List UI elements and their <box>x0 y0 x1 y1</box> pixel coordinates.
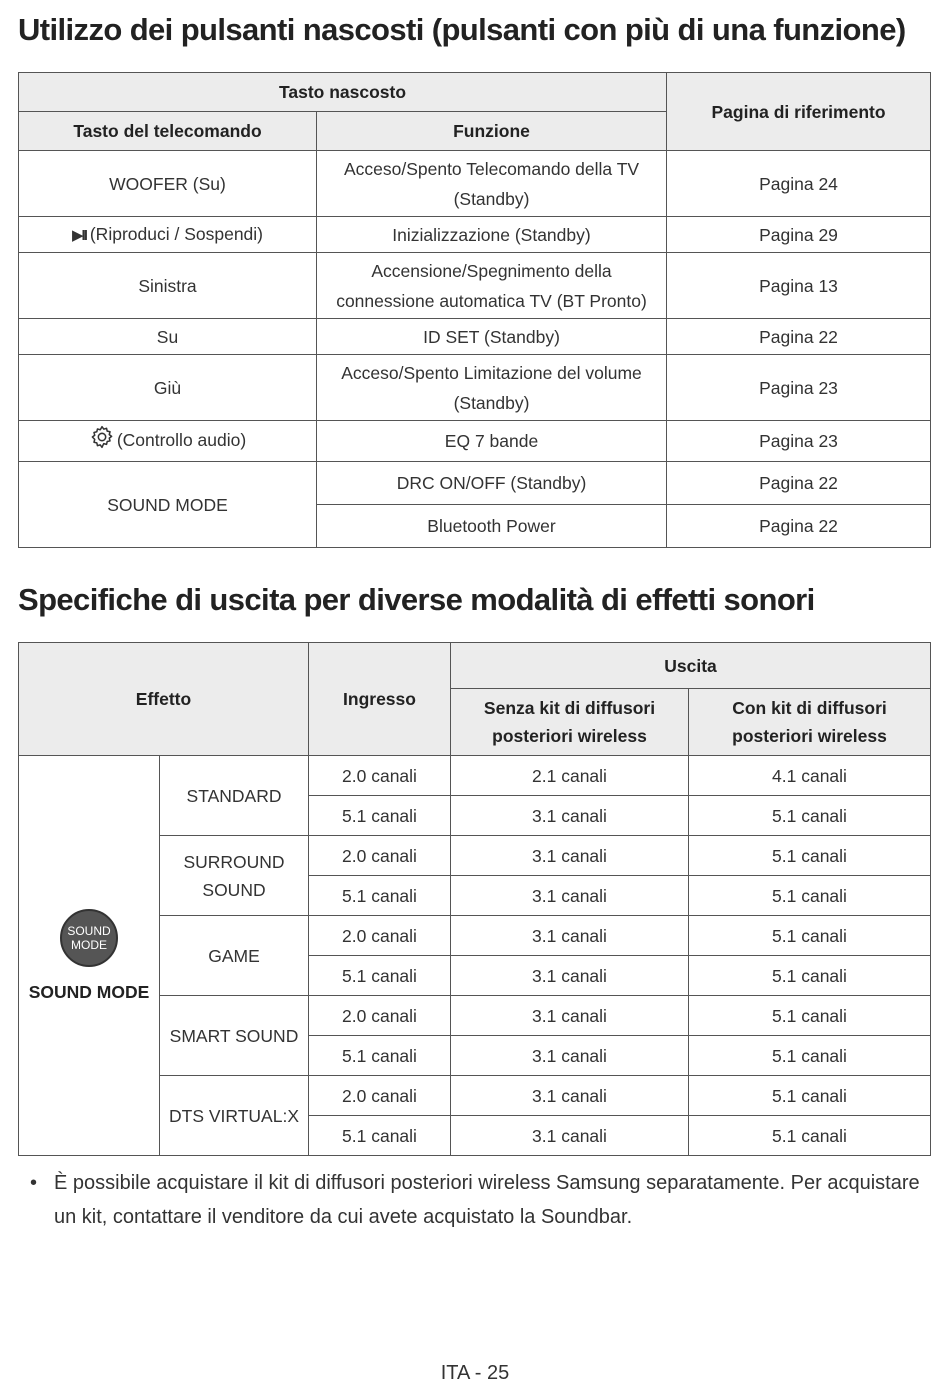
with-kit-cell: 5.1 canali <box>689 1116 931 1156</box>
table-row <box>19 756 931 796</box>
with-kit-cell: 5.1 canali <box>689 836 931 876</box>
input-cell: 5.1 canali <box>309 956 451 996</box>
with-kit-cell: 5.1 canali <box>689 876 931 916</box>
sound-mode-icon-line1: SOUND <box>67 923 111 938</box>
sound-mode-icon-line2: MODE <box>71 937 107 952</box>
without-kit-cell: 3.1 canali <box>451 1076 689 1116</box>
note <box>30 1166 920 1234</box>
page-cell: Pagina 23 <box>667 355 931 421</box>
remote-key-cell: WOOFER (Su) <box>19 151 317 217</box>
hidden-buttons-table <box>18 72 931 548</box>
play-pause-icon: ▶II <box>71 226 86 244</box>
page-cell: Pagina 13 <box>667 253 931 319</box>
remote-key-cell <box>19 421 317 462</box>
table-row <box>19 151 931 217</box>
input-cell: 2.0 canali <box>309 916 451 956</box>
bullet: • <box>30 1172 38 1194</box>
table-row <box>19 319 931 355</box>
without-kit-cell: 3.1 canali <box>451 876 689 916</box>
input-cell: 2.0 canali <box>309 996 451 1036</box>
gear-icon <box>89 424 115 459</box>
without-kit-cell: 3.1 canali <box>451 1036 689 1076</box>
without-kit-cell: 2.1 canali <box>451 756 689 796</box>
sound-mode-label: SOUND MODE <box>28 981 150 1002</box>
effect-name-cell: GAME <box>160 916 309 996</box>
output-specs-table <box>18 642 931 1156</box>
table-row <box>19 355 931 421</box>
function-cell: Acceso/Spento Limitazione del volume (Standby) <box>317 355 667 421</box>
effect-name-cell: DTS VIRTUAL:X <box>160 1076 309 1156</box>
page-cell: Pagina 23 <box>667 421 931 462</box>
effect-name-cell: STANDARD <box>160 756 309 836</box>
header-with-kit: Con kit di diffusori posteriori wireless <box>689 689 931 756</box>
with-kit-cell: 5.1 canali <box>689 916 931 956</box>
with-kit-cell: 5.1 canali <box>689 996 931 1036</box>
remote-key-cell: Sinistra <box>19 253 317 319</box>
table-row <box>19 217 931 253</box>
with-kit-cell: 5.1 canali <box>689 1076 931 1116</box>
header-function: Funzione <box>317 112 667 151</box>
input-cell: 5.1 canali <box>309 1116 451 1156</box>
input-cell: 5.1 canali <box>309 796 451 836</box>
function-cell: Accensione/Spegnimento della connessione automatica TV (BT Pronto) <box>317 253 667 319</box>
header-without-kit: Senza kit di diffusori posteriori wireless <box>451 689 689 756</box>
section-title-hidden-buttons: Utilizzo dei pulsanti nascosti (pulsanti con più di una funzione) <box>18 12 906 47</box>
remote-key-label: (Riproduci / Sospendi) <box>89 223 263 244</box>
page-number: ITA - 25 <box>440 1362 510 1384</box>
function-cell: Inizializzazione (Standby) <box>317 217 667 253</box>
input-cell: 5.1 canali <box>309 876 451 916</box>
without-kit-cell: 3.1 canali <box>451 956 689 996</box>
remote-key-label: (Controllo audio) <box>116 429 247 450</box>
function-cell: DRC ON/OFF (Standby) <box>317 462 667 505</box>
sound-mode-button-icon <box>60 909 118 967</box>
function-cell: Acceso/Spento Telecomando della TV (Standby) <box>317 151 667 217</box>
page-cell: Pagina 24 <box>667 151 931 217</box>
function-cell: ID SET (Standby) <box>317 319 667 355</box>
page-cell: Pagina 22 <box>667 505 931 548</box>
input-cell: 5.1 canali <box>309 1036 451 1076</box>
section-title-output-specs: Specifiche di uscita per diverse modalità di effetti sonori <box>18 582 815 617</box>
note-text: È possibile acquistare il kit di diffusori posteriori wireless Samsung separatamente. Per acquistare un kit, contattare il venditore da cui avete acquistato la Soundbar. <box>54 1172 920 1228</box>
header-output: Uscita <box>451 643 931 689</box>
input-cell: 2.0 canali <box>309 756 451 796</box>
function-cell: EQ 7 bande <box>317 421 667 462</box>
remote-key-cell: Giù <box>19 355 317 421</box>
with-kit-cell: 4.1 canali <box>689 756 931 796</box>
page-cell: Pagina 22 <box>667 319 931 355</box>
with-kit-cell: 5.1 canali <box>689 1036 931 1076</box>
with-kit-cell: 5.1 canali <box>689 796 931 836</box>
page-cell: Pagina 29 <box>667 217 931 253</box>
without-kit-cell: 3.1 canali <box>451 1116 689 1156</box>
effect-name-cell: SMART SOUND <box>160 996 309 1076</box>
header-remote-key: Tasto del telecomando <box>19 112 317 151</box>
header-reference-page: Pagina di riferimento <box>667 73 931 151</box>
without-kit-cell: 3.1 canali <box>451 916 689 956</box>
header-effect: Effetto <box>19 643 309 756</box>
effect-name-cell: SURROUND SOUND <box>160 836 309 916</box>
page-cell: Pagina 22 <box>667 462 931 505</box>
table-row <box>19 421 931 462</box>
remote-key-cell: SOUND MODE <box>19 462 317 548</box>
remote-key-cell <box>19 217 317 253</box>
without-kit-cell: 3.1 canali <box>451 996 689 1036</box>
function-cell: Bluetooth Power <box>317 505 667 548</box>
input-cell: 2.0 canali <box>309 836 451 876</box>
without-kit-cell: 3.1 canali <box>451 836 689 876</box>
input-cell: 2.0 canali <box>309 1076 451 1116</box>
without-kit-cell: 3.1 canali <box>451 796 689 836</box>
header-hidden-key: Tasto nascosto <box>19 73 667 112</box>
table-row <box>19 462 931 505</box>
with-kit-cell: 5.1 canali <box>689 956 931 996</box>
remote-key-cell: Su <box>19 319 317 355</box>
header-input: Ingresso <box>309 643 451 756</box>
table-row <box>19 253 931 319</box>
sound-mode-cell <box>19 756 160 1156</box>
